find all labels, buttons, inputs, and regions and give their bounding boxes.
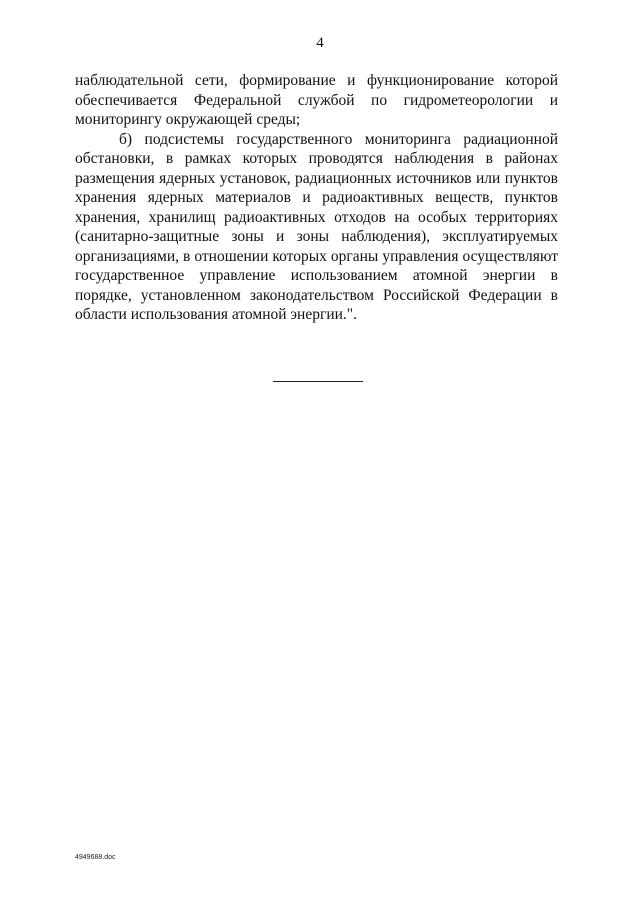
file-reference: 4949688.doc [75, 854, 116, 861]
document-body [75, 71, 558, 325]
end-divider [273, 381, 363, 382]
page-number: 4 [316, 35, 324, 51]
paragraph-continuation: наблюдательной сети, формирование и функционирование которой обеспечивается Федеральной службой по гидрометеорологии и мониторингу окружающей среды; [75, 72, 558, 128]
paragraph-item-b: б) подсистемы государственного мониторинга радиационной обстановки, в рамках которых проводятся наблюдения в районах размещения ядерных установок, радиационных источников или пунктов хранения ядерных материалов и радиоактивных веществ, пунктов хранения, хранилищ радиоактивных отходов на особых территориях (санитарно-защитные зоны и зоны наблюдения), эксплуатируемых организациями, в отношении которых органы управления осуществляют государственное управление использованием атомной энергии в порядке, установленном законодательством Российской Федерации в области использования атомной энергии.". [75, 130, 558, 323]
